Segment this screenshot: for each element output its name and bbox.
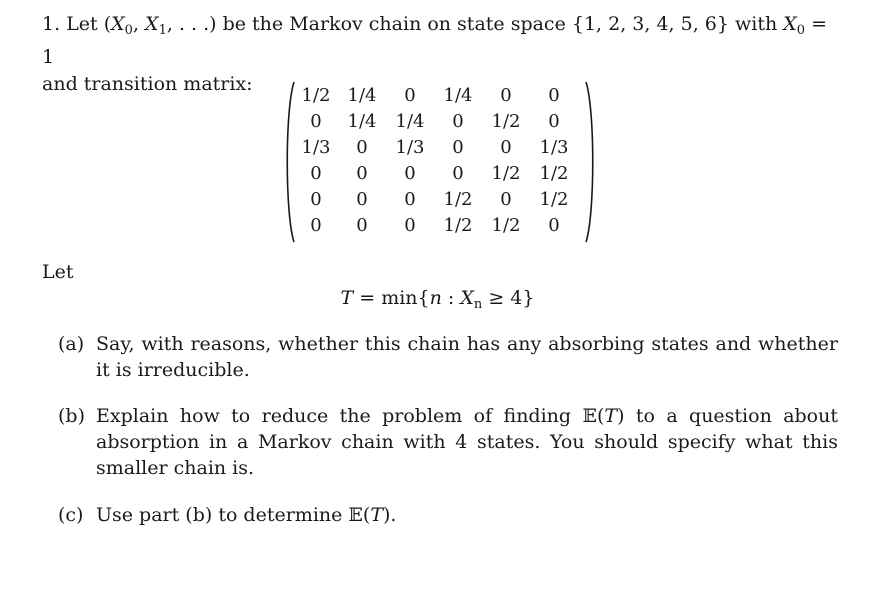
matrix-cell: 0	[452, 163, 464, 184]
matrix-cell: 0	[356, 163, 368, 184]
var-t: T	[370, 504, 384, 526]
part-b-text-a: Explain how to reduce the problem of finding	[96, 405, 583, 427]
eq-xn: X	[460, 287, 474, 309]
stopping-time-equation	[0, 287, 889, 312]
matrix-cell: 0	[310, 215, 322, 236]
matrix-row	[294, 135, 578, 161]
eq-lhs: T	[340, 287, 354, 309]
part-b-label: (b)	[58, 405, 85, 427]
eq-xn-sub: n	[473, 297, 483, 312]
matrix-cell: 1/3	[301, 137, 331, 158]
paren-open: (	[362, 504, 371, 526]
expectation-symbol: 𝔼	[348, 504, 363, 526]
part-a	[58, 331, 838, 383]
intro-line2: and transition matrix:	[42, 73, 253, 95]
matrix-cell: 1/4	[347, 85, 377, 106]
matrix-cell: 1/3	[395, 137, 425, 158]
matrix-cell: 0	[404, 189, 416, 210]
matrix-cell: 1/4	[443, 85, 473, 106]
matrix-cell: 1/2	[491, 163, 521, 184]
matrix-row	[294, 187, 578, 213]
matrix-cell: 0	[452, 111, 464, 132]
part-c-label: (c)	[58, 504, 84, 526]
part-c	[58, 502, 838, 528]
paren-close: ).	[383, 504, 397, 526]
matrix-row	[294, 109, 578, 135]
part-a-label: (a)	[58, 333, 85, 355]
matrix-cell: 1/4	[347, 111, 377, 132]
matrix-row	[294, 83, 578, 109]
eq-rhs-b: ≥ 4}	[482, 287, 535, 309]
matrix-cell: 0	[548, 85, 560, 106]
part-b-text-b: to a question about absorption in a Markov chain with 4 states. You should specify what this smaller chain is.	[96, 405, 838, 479]
matrix-cell: 1/2	[539, 189, 569, 210]
ellipsis: , . . .	[166, 13, 210, 35]
eq-n: n	[429, 287, 442, 309]
matrix-row	[294, 213, 578, 239]
transition-matrix	[282, 80, 598, 244]
matrix-cell: 1/2	[443, 215, 473, 236]
part-c-text-a: Use part (b) to determine	[96, 504, 349, 526]
matrix-cell: 1/2	[491, 111, 521, 132]
part-a-text: Say, with reasons, whether this chain has any absorbing states and whether it is irreducible.	[96, 333, 838, 381]
right-paren	[584, 80, 598, 244]
matrix-cell: 0	[356, 215, 368, 236]
matrix-cell: 0	[356, 137, 368, 158]
matrix-cell: 0	[500, 85, 512, 106]
matrix-row	[294, 161, 578, 187]
matrix-cell: 0	[310, 163, 322, 184]
var-x0-sub: 0	[124, 23, 133, 38]
matrix-cell: 1/2	[443, 189, 473, 210]
matrix-cell: 1/3	[539, 137, 569, 158]
intro-text-a: Let (	[66, 13, 112, 35]
matrix-cell: 0	[310, 111, 322, 132]
paren-open: (	[596, 405, 605, 427]
matrix-cell: 0	[548, 111, 560, 132]
problem-number: 1.	[42, 13, 61, 35]
expectation-symbol: 𝔼	[582, 405, 597, 427]
part-b	[58, 403, 838, 481]
matrix-cell: 0	[452, 137, 464, 158]
matrix-cell: 0	[404, 215, 416, 236]
eq-colon: :	[441, 287, 461, 309]
matrix-grid	[294, 83, 578, 239]
paren-close: )	[617, 405, 625, 427]
let-word: Let	[42, 261, 74, 283]
matrix-cell: 0	[500, 137, 512, 158]
matrix-cell: 0	[500, 189, 512, 210]
matrix-cell: 0	[404, 163, 416, 184]
var-x1-sub: 1	[158, 23, 167, 38]
part-b-text	[96, 403, 838, 481]
matrix-cell: 0	[310, 189, 322, 210]
intro-text-c: = 1	[42, 13, 828, 68]
matrix-cell: 1/2	[491, 215, 521, 236]
var-x0-init-sub: 0	[796, 23, 806, 38]
eq-rhs-a: = min{	[353, 287, 430, 309]
matrix-cell: 0	[548, 215, 560, 236]
matrix-cell: 1/4	[395, 111, 425, 132]
intro-text-b: ) be the Markov chain on state space {1, 2, 3, 4, 5, 6} with	[209, 13, 784, 35]
matrix-cell: 1/2	[301, 85, 331, 106]
var-x0: X	[111, 13, 125, 35]
matrix-cell: 0	[404, 85, 416, 106]
part-c-text	[96, 502, 838, 528]
var-t: T	[604, 405, 618, 427]
var-x0-init: X	[783, 13, 797, 35]
matrix-cell: 0	[356, 189, 368, 210]
comma: ,	[132, 13, 146, 35]
var-x1: X	[145, 13, 159, 35]
matrix-cell: 1/2	[539, 163, 569, 184]
